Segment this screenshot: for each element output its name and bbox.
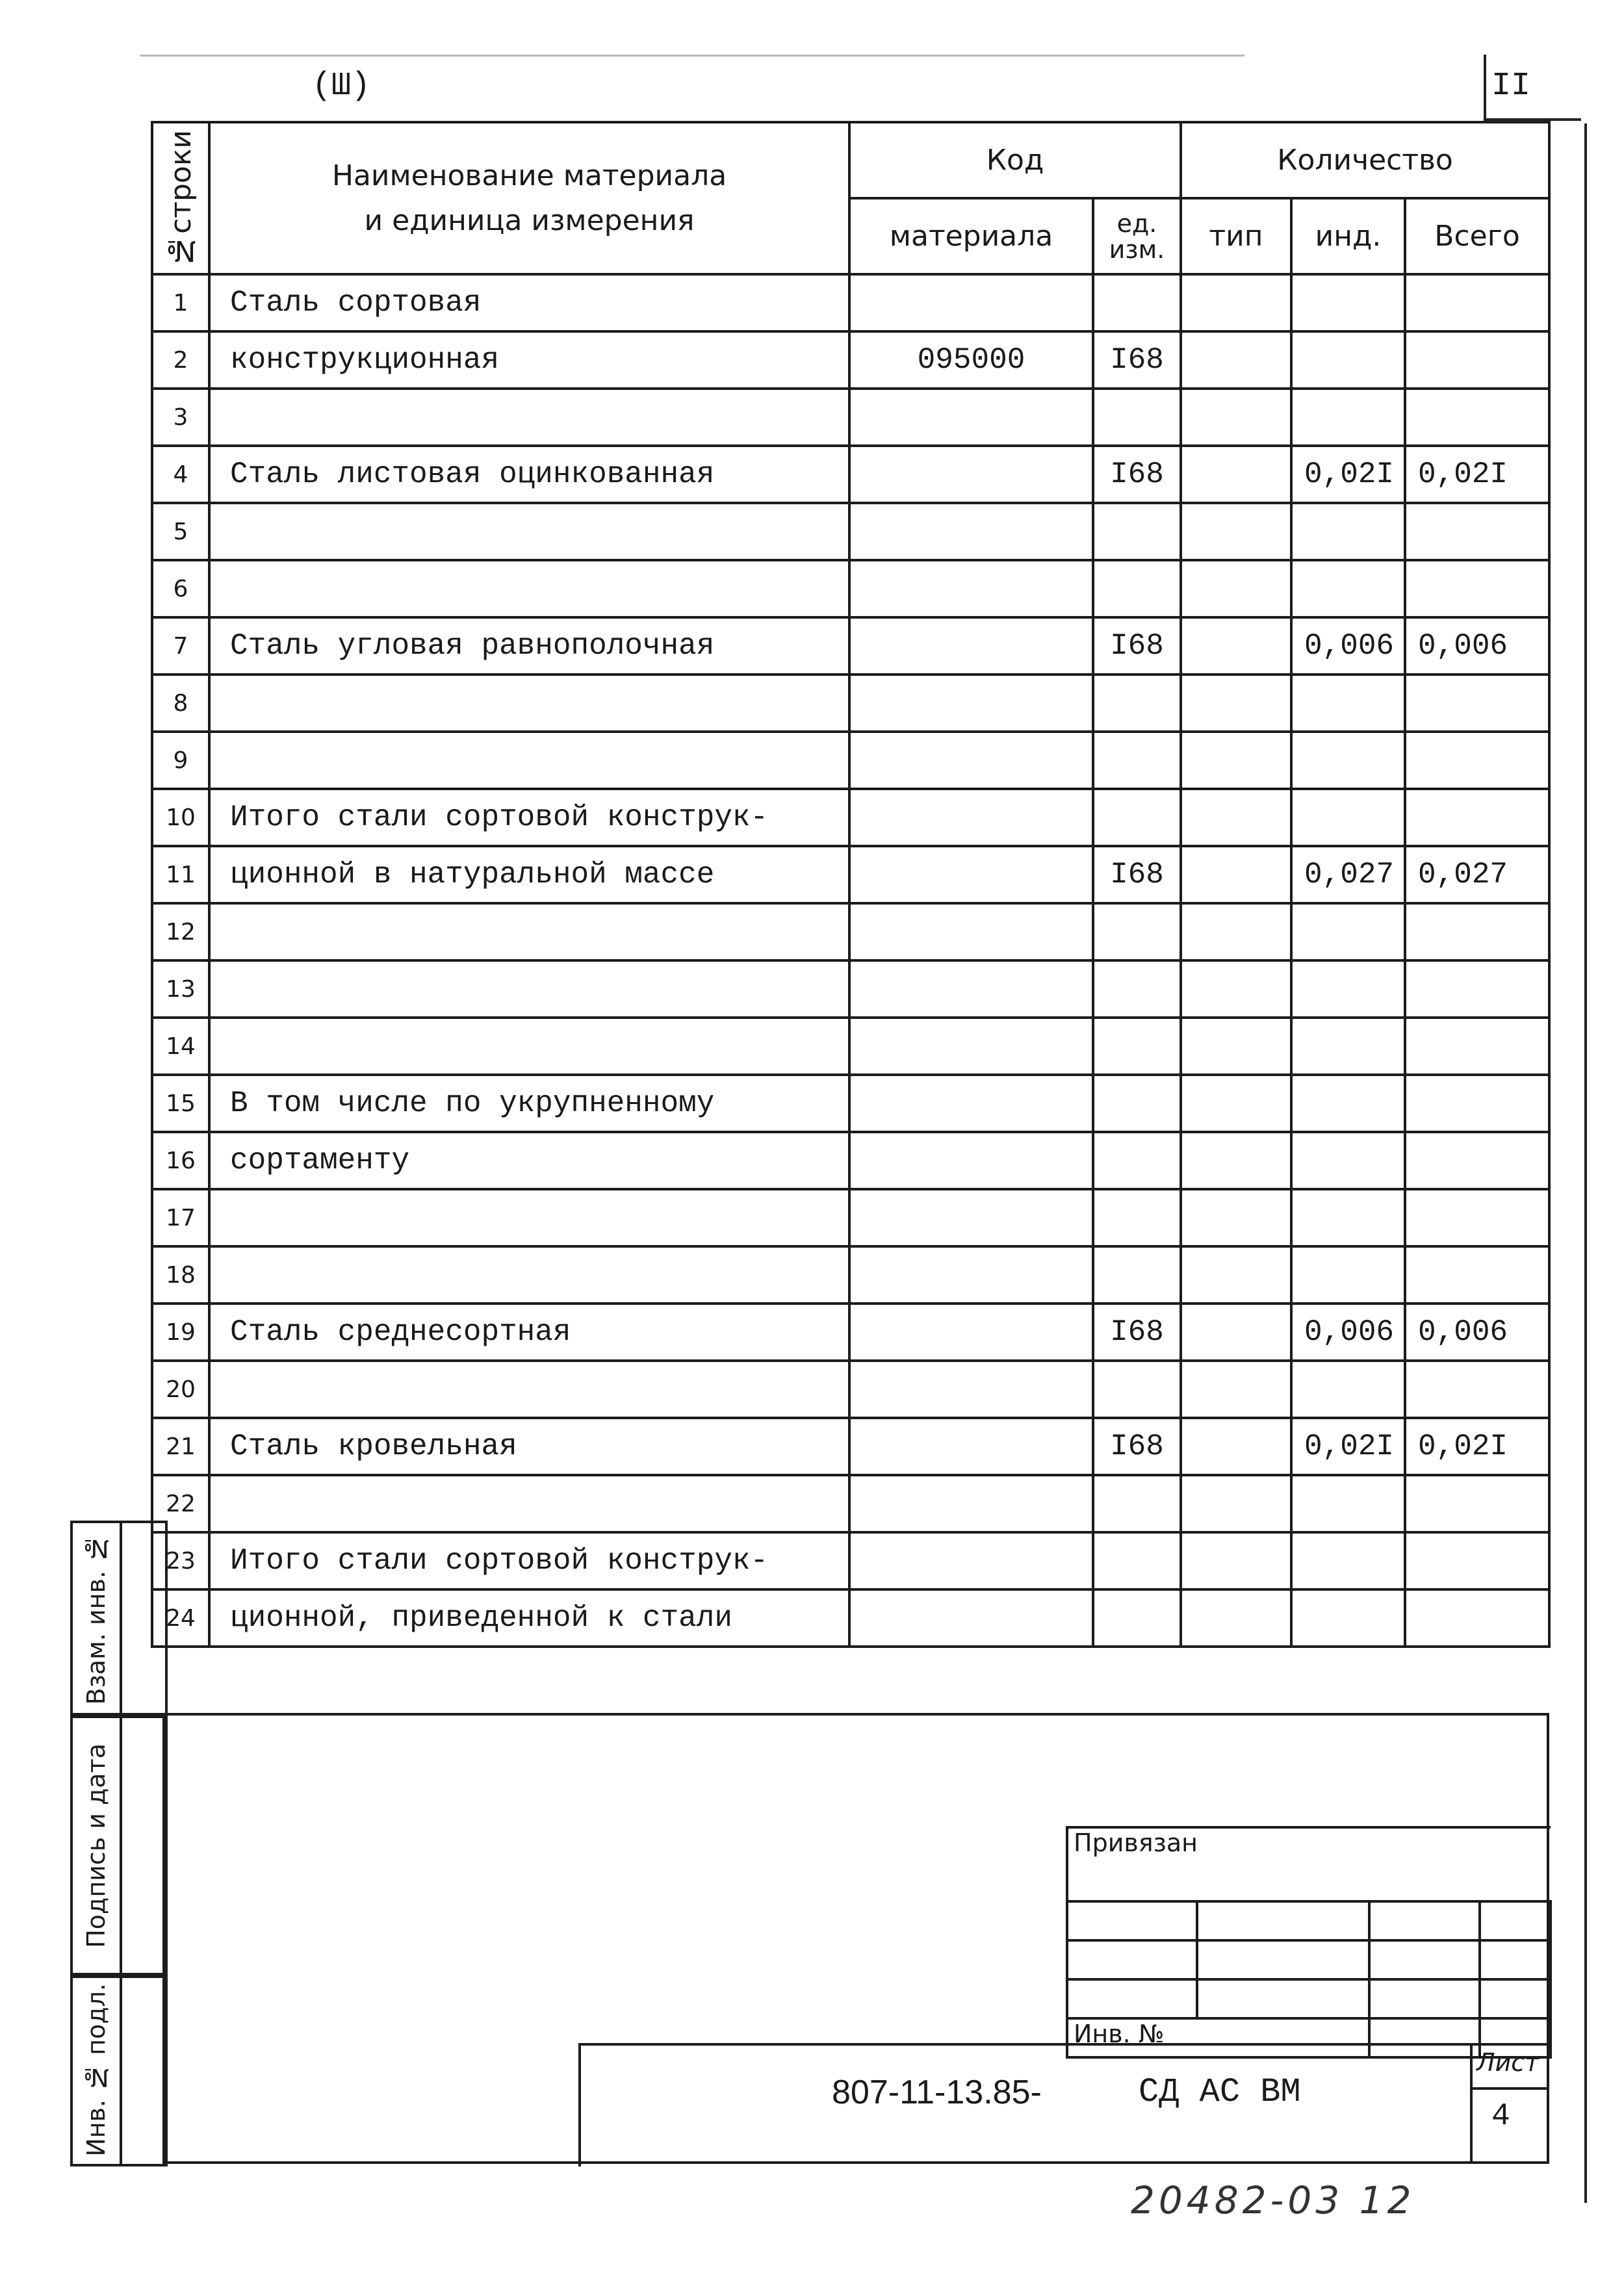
cell-type — [1181, 560, 1291, 617]
tie-cell — [1067, 1901, 1197, 1940]
tie-cell — [1197, 1979, 1369, 2018]
table-row — [152, 1018, 1549, 1075]
cell-code — [849, 389, 1093, 446]
cell-ind — [1291, 389, 1405, 446]
sheet-value: 4 — [1491, 2099, 1510, 2134]
cell-code: 095000 — [849, 331, 1093, 389]
cell-total — [1405, 1075, 1549, 1132]
cell-unit — [1093, 1189, 1181, 1246]
header-code: Код — [849, 122, 1181, 198]
cell-total: 0,027 — [1405, 846, 1549, 903]
cell-unit — [1093, 1532, 1181, 1589]
cell-total — [1405, 1532, 1549, 1589]
cell-name — [209, 903, 849, 960]
cell-n: 7 — [152, 617, 209, 675]
cell-n: 16 — [152, 1132, 209, 1189]
header-type: тип — [1181, 198, 1291, 274]
sheet-number: II — [1491, 68, 1531, 105]
cell-unit — [1093, 1132, 1181, 1189]
cell-code — [849, 1475, 1093, 1532]
cell-total: 0,006 — [1405, 617, 1549, 675]
tie-inv-label: Инв. № — [1067, 2018, 1369, 2057]
cell-total: 0,02I — [1405, 1418, 1549, 1475]
cell-code — [849, 732, 1093, 789]
table-row — [152, 732, 1549, 789]
cell-total — [1405, 903, 1549, 960]
sheet-cell-divider — [1470, 2087, 1549, 2090]
cell-name — [209, 960, 849, 1018]
cell-unit — [1093, 675, 1181, 732]
table-row — [152, 1361, 1549, 1418]
cell-total — [1405, 1246, 1549, 1304]
tie-cell — [1369, 1901, 1480, 1940]
margin-original-inv — [70, 1973, 168, 2166]
table-row — [152, 675, 1549, 732]
cell-code — [849, 503, 1093, 560]
sheet-label: Лист — [1476, 2048, 1540, 2077]
cell-total — [1405, 1189, 1549, 1246]
header-row-number — [152, 122, 209, 274]
header-unit: ед. изм. — [1093, 198, 1181, 274]
cell-ind: 0,02I — [1291, 1418, 1405, 1475]
cell-n: 5 — [152, 503, 209, 560]
cell-code — [849, 617, 1093, 675]
cell-n: 6 — [152, 560, 209, 617]
cell-ind — [1291, 1589, 1405, 1647]
cell-ind — [1291, 732, 1405, 789]
tie-cell — [1369, 1940, 1480, 1979]
cell-total — [1405, 789, 1549, 846]
cell-code — [849, 1589, 1093, 1647]
cell-type — [1181, 1589, 1291, 1647]
margin-replaced-inv-label: Взам. инв. № — [82, 1534, 110, 1705]
cell-ind — [1291, 1018, 1405, 1075]
table-row — [152, 1246, 1549, 1304]
cell-name: сортаменту — [209, 1132, 849, 1189]
cell-type — [1181, 446, 1291, 503]
cell-code — [849, 1018, 1093, 1075]
cell-name: Итого стали сортовой конструк- — [209, 789, 849, 846]
cell-total — [1405, 1132, 1549, 1189]
header-quantity: Количество — [1181, 122, 1549, 198]
cell-type — [1181, 389, 1291, 446]
cell-unit: I68 — [1093, 846, 1181, 903]
cell-n: 8 — [152, 675, 209, 732]
tie-in-block — [1066, 1826, 1552, 2059]
cell-total — [1405, 1475, 1549, 1532]
cell-name: Сталь листовая оцинкованная — [209, 446, 849, 503]
cell-name — [209, 675, 849, 732]
cell-ind — [1291, 1075, 1405, 1132]
cell-type — [1181, 675, 1291, 732]
cell-ind: 0,006 — [1291, 617, 1405, 675]
cell-total: 0,006 — [1405, 1304, 1549, 1361]
cell-unit — [1093, 1246, 1181, 1304]
header-total: Всего — [1405, 198, 1549, 274]
archive-number: 20482-03 12 — [1131, 2178, 1415, 2222]
margin-replaced-inv — [70, 1521, 168, 1718]
cell-n: 11 — [152, 846, 209, 903]
table-row — [152, 446, 1549, 503]
materials-table — [151, 121, 1551, 1648]
cell-n: 14 — [152, 1018, 209, 1075]
cell-unit — [1093, 560, 1181, 617]
cell-type — [1181, 274, 1291, 331]
cell-total — [1405, 560, 1549, 617]
cell-n: 15 — [152, 1075, 209, 1132]
table-row — [152, 560, 1549, 617]
cell-n: 10 — [152, 789, 209, 846]
table-row — [152, 1589, 1549, 1647]
cell-name — [209, 1361, 849, 1418]
cell-name: ционной, приведенной к стали — [209, 1589, 849, 1647]
document-number: 807-11-13.85- — [832, 2074, 1042, 2111]
cell-name: Сталь кровельная — [209, 1418, 849, 1475]
cell-code — [849, 1532, 1093, 1589]
cell-unit: I68 — [1093, 331, 1181, 389]
tie-cell — [1197, 1901, 1369, 1940]
table-row — [152, 331, 1549, 389]
table-row — [152, 389, 1549, 446]
table-row — [152, 960, 1549, 1018]
cell-name — [209, 1189, 849, 1246]
cell-type — [1181, 1189, 1291, 1246]
cell-n: 20 — [152, 1361, 209, 1418]
cell-name — [209, 503, 849, 560]
cell-code — [849, 1418, 1093, 1475]
cell-code — [849, 846, 1093, 903]
cell-code — [849, 274, 1093, 331]
cell-total — [1405, 389, 1549, 446]
cell-unit — [1093, 1018, 1181, 1075]
top-rule — [140, 55, 1244, 57]
cell-type — [1181, 903, 1291, 960]
cell-total — [1405, 331, 1549, 389]
cell-n: 9 — [152, 732, 209, 789]
cell-name — [209, 1018, 849, 1075]
cell-code — [849, 560, 1093, 617]
cell-name: ционной в натуральной массе — [209, 846, 849, 903]
margin-signature-date — [70, 1713, 168, 1978]
table-row — [152, 846, 1549, 903]
frame-top — [162, 1713, 1549, 1716]
cell-unit — [1093, 960, 1181, 1018]
right-border — [1584, 123, 1587, 2203]
cell-n: 3 — [152, 389, 209, 446]
cell-n: 13 — [152, 960, 209, 1018]
cell-type — [1181, 1532, 1291, 1589]
cell-ind — [1291, 1475, 1405, 1532]
table-row — [152, 1532, 1549, 1589]
cell-ind — [1291, 1189, 1405, 1246]
cell-code — [849, 960, 1093, 1018]
cell-total — [1405, 1361, 1549, 1418]
cell-code — [849, 446, 1093, 503]
cell-type — [1181, 789, 1291, 846]
cell-total: 0,02I — [1405, 446, 1549, 503]
cell-n: 21 — [152, 1418, 209, 1475]
cell-type — [1181, 846, 1291, 903]
cell-ind: 0,02I — [1291, 446, 1405, 503]
cell-ind — [1291, 331, 1405, 389]
cell-ind — [1291, 1532, 1405, 1589]
cell-ind — [1291, 789, 1405, 846]
table-row — [152, 903, 1549, 960]
cell-name: конструкционная — [209, 331, 849, 389]
cell-type — [1181, 1475, 1291, 1532]
margin-signature-date-label: Подпись и дата — [82, 1743, 110, 1948]
cell-ind — [1291, 1246, 1405, 1304]
cell-n: 2 — [152, 331, 209, 389]
cell-type — [1181, 503, 1291, 560]
cell-total — [1405, 732, 1549, 789]
cell-type — [1181, 1246, 1291, 1304]
tie-cell — [1067, 1979, 1197, 2018]
cell-ind: 0,027 — [1291, 846, 1405, 903]
cell-type — [1181, 1075, 1291, 1132]
cell-ind: 0,006 — [1291, 1304, 1405, 1361]
cell-name: Сталь среднесортная — [209, 1304, 849, 1361]
tie-cell — [1480, 1901, 1551, 1940]
cell-type — [1181, 960, 1291, 1018]
cell-code — [849, 903, 1093, 960]
cell-name: Итого стали сортовой конструк- — [209, 1532, 849, 1589]
cell-type — [1181, 1304, 1291, 1361]
cell-type — [1181, 732, 1291, 789]
table-row — [152, 1189, 1549, 1246]
cell-ind — [1291, 1132, 1405, 1189]
cell-code — [849, 1246, 1093, 1304]
cell-n: 1 — [152, 274, 209, 331]
tie-cell — [1480, 1979, 1551, 2018]
cell-ind — [1291, 560, 1405, 617]
cell-name — [209, 560, 849, 617]
table-body — [152, 274, 1549, 1647]
table-row — [152, 789, 1549, 846]
cell-total — [1405, 503, 1549, 560]
cell-code — [849, 1361, 1093, 1418]
cell-name — [209, 1246, 849, 1304]
cell-unit — [1093, 732, 1181, 789]
cell-code — [849, 1304, 1093, 1361]
cell-name: В том числе по укрупненному — [209, 1075, 849, 1132]
cell-code — [849, 675, 1093, 732]
cell-unit — [1093, 1075, 1181, 1132]
cell-unit: I68 — [1093, 617, 1181, 675]
table-row — [152, 617, 1549, 675]
cell-unit: I68 — [1093, 446, 1181, 503]
cell-n: 19 — [152, 1304, 209, 1361]
cell-n: 22 — [152, 1475, 209, 1532]
cell-n: 23 — [152, 1532, 209, 1589]
margin-original-inv-label: Инв. № подл. — [82, 1983, 110, 2157]
cell-type — [1181, 1018, 1291, 1075]
tie-in-label: Привязан — [1067, 1827, 1551, 1901]
cell-unit — [1093, 1589, 1181, 1647]
header-name-line1: Наименование материала — [331, 159, 727, 192]
header-material-code: материала — [849, 198, 1093, 274]
cell-code — [849, 789, 1093, 846]
cell-ind — [1291, 274, 1405, 331]
table-row — [152, 1304, 1549, 1361]
cell-name — [209, 1475, 849, 1532]
frame-left — [162, 1716, 165, 2164]
header-row-number-text: №строки — [164, 129, 198, 267]
table-row — [152, 1132, 1549, 1189]
cell-type — [1181, 1361, 1291, 1418]
cell-total — [1405, 1018, 1549, 1075]
cell-code — [849, 1132, 1093, 1189]
cell-code — [849, 1075, 1093, 1132]
table-row — [152, 1418, 1549, 1475]
cell-ind — [1291, 675, 1405, 732]
cell-n: 12 — [152, 903, 209, 960]
cell-unit: I68 — [1093, 1418, 1181, 1475]
cell-n: 18 — [152, 1246, 209, 1304]
cell-name: Сталь угловая равнополочная — [209, 617, 849, 675]
cell-name — [209, 732, 849, 789]
tie-cell — [1369, 1979, 1480, 2018]
document-suffix: СД АС ВМ — [1139, 2073, 1301, 2111]
header-individual: инд. — [1291, 198, 1405, 274]
header-name — [209, 122, 849, 274]
cell-unit — [1093, 274, 1181, 331]
cell-ind — [1291, 1361, 1405, 1418]
cell-unit — [1093, 1361, 1181, 1418]
cell-unit — [1093, 903, 1181, 960]
cell-n: 24 — [152, 1589, 209, 1647]
cell-unit — [1093, 389, 1181, 446]
cell-name: Сталь сортовая — [209, 274, 849, 331]
cell-ind — [1291, 903, 1405, 960]
cell-type — [1181, 1418, 1291, 1475]
cell-type — [1181, 1132, 1291, 1189]
table-row — [152, 503, 1549, 560]
title-block — [578, 2043, 1552, 2166]
tie-cell — [1480, 1940, 1551, 1979]
tie-cell — [1067, 1940, 1197, 1979]
cell-unit — [1093, 503, 1181, 560]
header-row-1 — [152, 122, 1549, 198]
cell-total — [1405, 675, 1549, 732]
cell-unit — [1093, 1475, 1181, 1532]
cell-n: 4 — [152, 446, 209, 503]
tie-cell — [1197, 1940, 1369, 1979]
header-name-line2: и единица измерения — [364, 204, 695, 237]
cell-name — [209, 389, 849, 446]
cell-ind — [1291, 960, 1405, 1018]
sheet-box-left — [1484, 55, 1486, 120]
cell-unit — [1093, 789, 1181, 846]
cell-total — [1405, 1589, 1549, 1647]
table-row — [152, 1475, 1549, 1532]
cell-n: 17 — [152, 1189, 209, 1246]
cell-total — [1405, 960, 1549, 1018]
cell-total — [1405, 274, 1549, 331]
cell-ind — [1291, 503, 1405, 560]
table-row — [152, 274, 1549, 331]
cell-type — [1181, 617, 1291, 675]
table-row — [152, 1075, 1549, 1132]
section-label: (Ш) — [312, 68, 371, 105]
cell-code — [849, 1189, 1093, 1246]
cell-unit: I68 — [1093, 1304, 1181, 1361]
cell-type — [1181, 331, 1291, 389]
